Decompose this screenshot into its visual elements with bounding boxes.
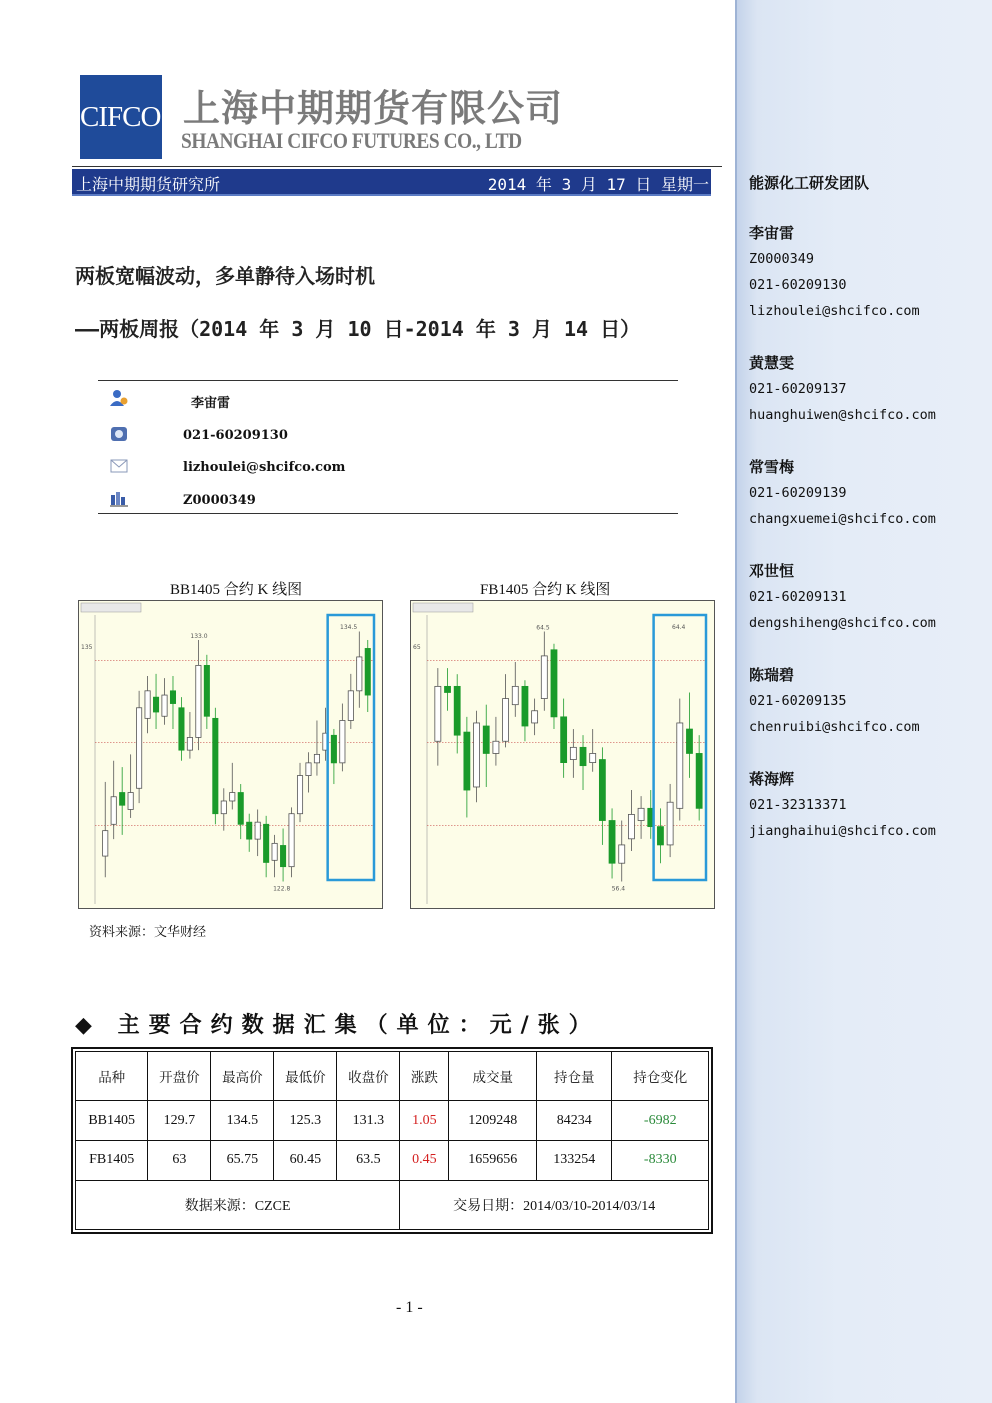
team-member — [749, 662, 920, 740]
candle-body — [638, 808, 644, 820]
person-icon — [108, 388, 130, 408]
cell-oi-change-down: -8330 — [612, 1140, 709, 1180]
low-price-label: 122.8 — [273, 885, 291, 893]
col-header: 开盘价 — [148, 1052, 211, 1101]
cell: BB1405 — [76, 1101, 148, 1141]
report-date: 2014 年 3 月 17 日 星期一 — [487, 175, 709, 194]
cell: FB1405 — [76, 1140, 148, 1180]
cell-change-up: 1.05 — [400, 1101, 449, 1141]
high-price-label: 134.5 — [340, 624, 358, 631]
table-row — [76, 1101, 709, 1141]
certificate-icon — [108, 489, 130, 509]
data-source: 数据来源：CZCE — [76, 1180, 400, 1229]
team-member — [749, 350, 936, 428]
y-tick-label: 65 — [413, 644, 421, 651]
candle-body — [187, 737, 192, 750]
candle-body — [696, 753, 702, 808]
candle-body — [348, 691, 353, 721]
col-header: 涨跌 — [400, 1052, 449, 1101]
candle-body — [145, 691, 150, 719]
candle-body — [464, 732, 470, 790]
cell: 63.5 — [337, 1140, 400, 1180]
company-logo — [80, 75, 162, 159]
candle-body — [170, 691, 175, 704]
table-section-title: ◆ 主要合约数据汇集（单位：元/张） — [75, 1013, 600, 1038]
kline-chart-bb1405 — [78, 600, 383, 909]
member-email[interactable]: huanghuiwen@shcifco.com — [749, 407, 936, 423]
candle-body — [280, 845, 285, 866]
member-email[interactable]: lizhoulei@shcifco.com — [749, 303, 920, 319]
col-header: 最低价 — [274, 1052, 337, 1101]
candle-body — [272, 843, 277, 860]
company-name-en: SHANGHAI CIFCO FUTURES CO., LTD — [181, 128, 522, 153]
candle-body — [580, 747, 586, 765]
team-member — [749, 558, 936, 636]
member-phone: 021-60209131 — [749, 589, 847, 605]
candle-body — [179, 708, 184, 750]
member-email[interactable]: changxuemei@shcifco.com — [749, 511, 936, 527]
candle-body — [306, 763, 311, 776]
candle-body — [162, 695, 167, 716]
candle-body — [213, 718, 218, 813]
candle-body — [628, 814, 634, 838]
candle-body — [609, 821, 615, 864]
candle-body — [331, 735, 336, 763]
kline-svg-bb1405 — [79, 601, 382, 908]
candle-body — [677, 723, 683, 808]
candle-body — [435, 686, 441, 741]
author-phone: 021-60209130 — [183, 428, 288, 443]
cell-change-up: 0.45 — [400, 1140, 449, 1180]
candle-body — [247, 822, 252, 839]
col-header: 持仓变化 — [612, 1052, 709, 1101]
candle-body — [599, 760, 605, 821]
candle-body — [541, 656, 547, 699]
member-name: 陈瑞碧 — [749, 666, 795, 684]
cell: 134.5 — [211, 1101, 274, 1141]
candle-body — [474, 723, 480, 787]
divider — [98, 380, 678, 381]
candle-body — [221, 801, 226, 814]
cell: 1209248 — [449, 1101, 537, 1141]
high-price-label: 133.0 — [190, 632, 208, 640]
candle-body — [340, 720, 345, 762]
cell: 63 — [148, 1140, 211, 1180]
y-tick-label: 135 — [81, 644, 93, 651]
cell: 65.75 — [211, 1140, 274, 1180]
candle-body — [590, 753, 596, 762]
candle-body — [667, 802, 673, 845]
candle-body — [493, 741, 499, 753]
candle-body — [204, 665, 209, 716]
col-header: 品种 — [76, 1052, 148, 1101]
kline-svg-fb1405 — [411, 601, 714, 908]
candle-body — [196, 665, 201, 737]
candle-body — [483, 726, 489, 753]
candle-body — [686, 729, 692, 753]
kline-chart-fb1405 — [410, 600, 715, 909]
chart-caption-fb: FB1405 合约 K 线图 — [480, 582, 611, 598]
candle-body — [619, 845, 625, 863]
candle-body — [454, 686, 460, 735]
candle-body — [357, 657, 362, 691]
member-phone: 021-60209135 — [749, 693, 847, 709]
col-header: 最高价 — [211, 1052, 274, 1101]
table-footer-row — [76, 1180, 709, 1229]
candle-body — [532, 711, 538, 723]
candle-body — [120, 793, 125, 806]
report-title: 两板宽幅波动，多单静待入场时机 — [75, 264, 375, 288]
author-name: 李宙雷 — [191, 396, 231, 411]
low-price-label: 56.4 — [611, 885, 626, 893]
logo-mark: CIFCO — [80, 101, 161, 133]
member-email[interactable]: chenruibi@shcifco.com — [749, 719, 920, 735]
candle-body — [289, 814, 294, 867]
member-phone: 021-60209139 — [749, 485, 847, 501]
cell: 1659656 — [449, 1140, 537, 1180]
divider — [72, 166, 722, 167]
candle-body — [264, 824, 269, 862]
author-license: Z0000349 — [183, 493, 256, 508]
chart-caption-bb: BB1405 合约 K 线图 — [170, 582, 303, 598]
candle-body — [561, 717, 567, 763]
chart-legend-strip — [413, 603, 473, 612]
col-header: 成交量 — [449, 1052, 537, 1101]
chart-legend-strip — [81, 603, 141, 612]
candle-body — [365, 648, 370, 695]
col-header: 持仓量 — [537, 1052, 612, 1101]
contract-data-table — [71, 1047, 713, 1234]
cell: 131.3 — [337, 1101, 400, 1141]
member-id: Z0000349 — [749, 251, 815, 267]
chart-source: 资料来源：文华财经 — [89, 925, 207, 940]
cell-oi-change-down: -6982 — [612, 1101, 709, 1141]
team-member — [749, 454, 936, 532]
member-name: 邓世恒 — [749, 562, 795, 580]
candle-body — [522, 686, 528, 726]
cell: 60.45 — [274, 1140, 337, 1180]
cell: 84234 — [537, 1101, 612, 1141]
cell: 125.3 — [274, 1101, 337, 1141]
member-name: 蒋海辉 — [749, 770, 795, 788]
cell: 129.7 — [148, 1101, 211, 1141]
candle-body — [503, 699, 509, 742]
company-name-cn: 上海中期期货有限公司 — [183, 87, 563, 130]
candle-body — [512, 686, 518, 704]
candle-body — [657, 827, 663, 845]
candle-body — [153, 697, 158, 712]
member-name: 常雪梅 — [749, 458, 795, 476]
member-phone: 021-60209137 — [749, 381, 847, 397]
candle-body — [111, 797, 116, 825]
table-header-row — [76, 1052, 709, 1101]
report-subtitle: ——两板周报（2014 年 3 月 10 日-2014 年 3 月 14 日） — [75, 317, 641, 341]
trade-date-range: 交易日期：2014/03/10-2014/03/14 — [400, 1180, 709, 1229]
table-row — [76, 1140, 709, 1180]
institute-name: 上海中期期货研究所 — [76, 175, 221, 194]
candle-body — [255, 822, 260, 839]
team-member — [749, 220, 920, 324]
member-phone: 021-32313371 — [749, 797, 847, 813]
candle-body — [314, 754, 319, 762]
divider — [98, 513, 678, 514]
candle-body — [551, 650, 557, 717]
author-email[interactable]: lizhoulei@shcifco.com — [183, 460, 346, 475]
member-name: 黄慧雯 — [749, 354, 795, 372]
sidebar-title: 能源化工研发团队 — [749, 174, 870, 192]
col-header: 收盘价 — [337, 1052, 400, 1101]
candle-body — [136, 708, 141, 789]
member-email[interactable]: dengshiheng@shcifco.com — [749, 615, 936, 631]
phone-icon — [108, 424, 130, 444]
member-email[interactable]: jianghaihui@shcifco.com — [749, 823, 936, 839]
candle-body — [128, 793, 133, 810]
mail-icon — [108, 456, 130, 476]
member-name: 李宙雷 — [749, 224, 795, 242]
member-phone: 021-60209130 — [749, 277, 847, 293]
header-bar — [72, 169, 711, 196]
candle-body — [297, 776, 302, 814]
candle-body — [230, 793, 235, 801]
candle-body — [103, 831, 108, 856]
candle-body — [570, 747, 576, 759]
high-price-label: 64.4 — [672, 624, 686, 631]
high-price-label: 64.5 — [536, 624, 550, 632]
candle-body — [238, 793, 243, 825]
candle-body — [445, 686, 451, 692]
page-number: - 1 - — [396, 1299, 423, 1316]
cell: 133254 — [537, 1140, 612, 1180]
team-sidebar — [735, 0, 992, 1403]
team-member — [749, 766, 936, 844]
